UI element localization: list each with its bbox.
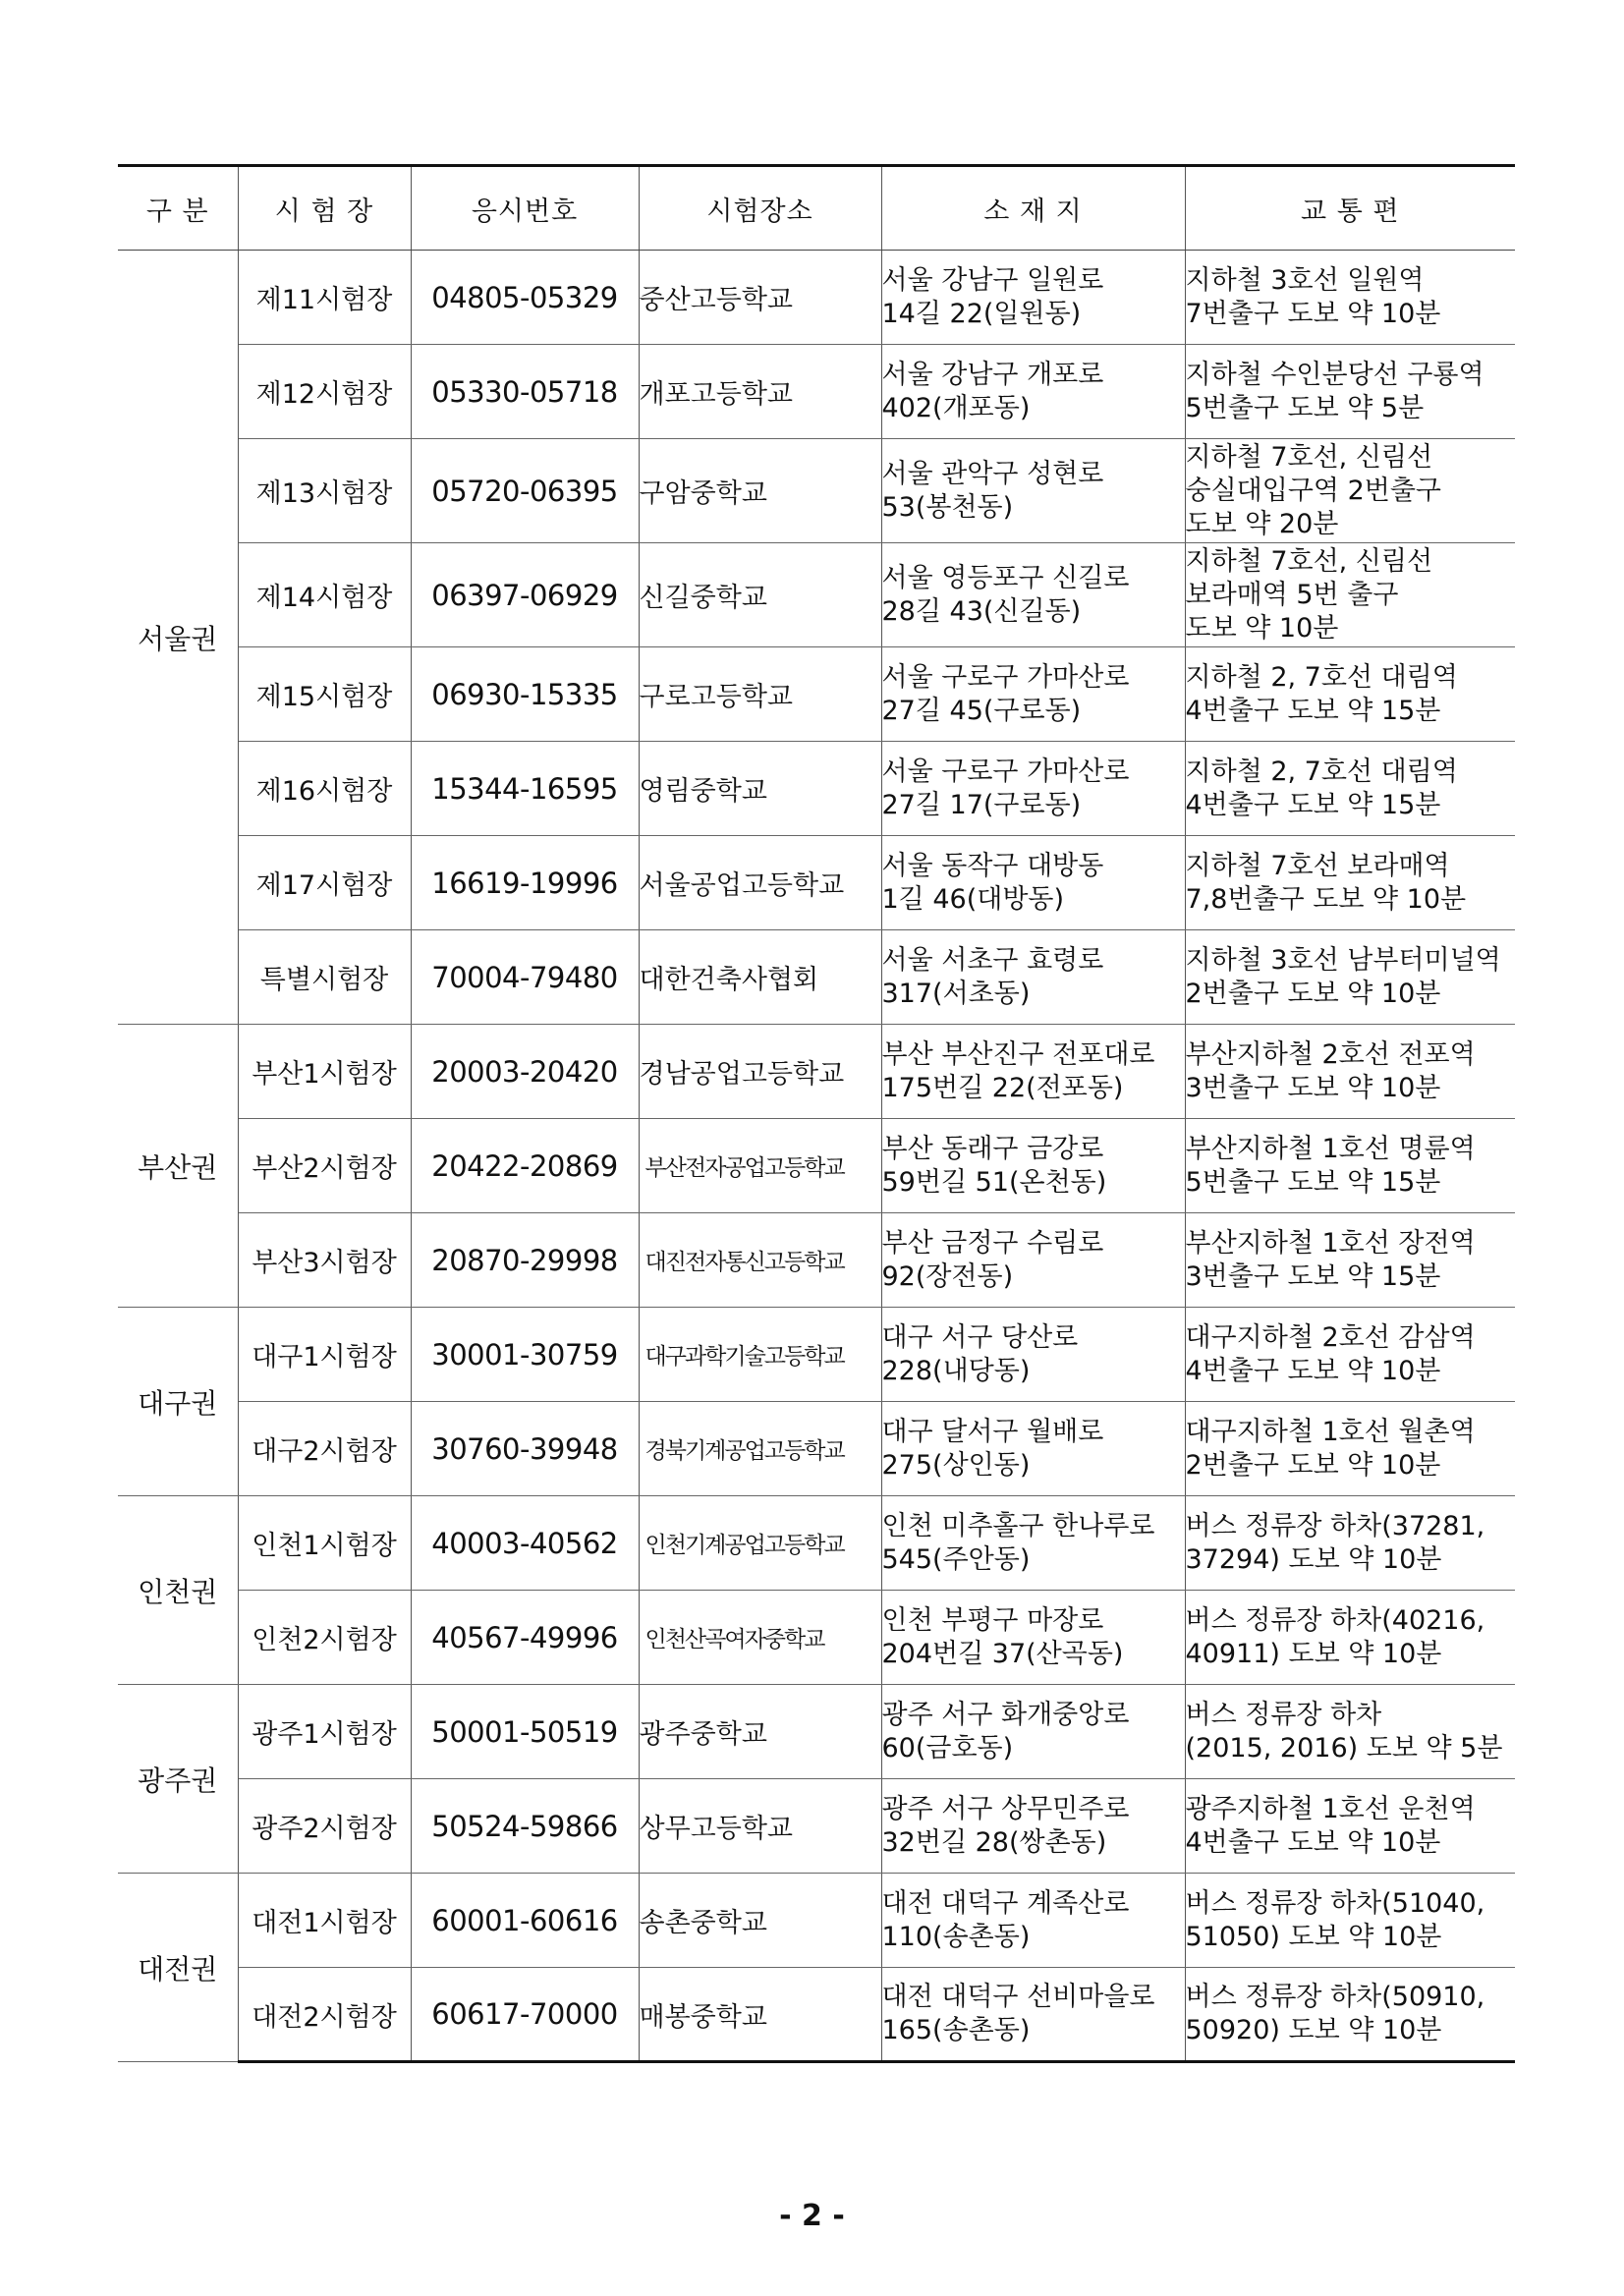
hall-cell: 부산3시험장 [238,1213,411,1308]
address-cell [881,1685,1185,1779]
address-line: 대전 대덕구 선비마을로 [881,1982,1155,2012]
transport-cell [1185,1874,1515,1968]
transport-line: 버스 정류장 하차 [1185,1699,1382,1730]
school-cell: 구로고등학교 [639,647,881,742]
address-line: 서울 동작구 대방동 [881,850,1104,881]
school-cell: 송촌중학교 [639,1874,881,1968]
table-row [118,1308,1515,1402]
table-header-row [118,166,1515,251]
school-cell: 경북기계공업고등학교 [639,1402,881,1496]
address-line: 부산 동래구 금강로 [881,1133,1104,1164]
table-row [118,1779,1515,1874]
school-cell: 중산고등학교 [639,251,881,345]
address-line: 275(상인동) [881,1449,1031,1481]
school-cell: 개포고등학교 [639,345,881,439]
header-region: 구 분 [118,166,238,251]
address-line: 27길 45(구로동) [881,695,1082,726]
school-cell: 대구과학기술고등학교 [639,1308,881,1402]
transport-line: 버스 정류장 하차(51040, [1185,1887,1485,1919]
header-hall: 시 험 장 [238,166,411,251]
address-line: 27길 17(구로동) [881,789,1082,820]
range-cell: 04805-05329 [411,251,639,345]
address-line: 204번길 37(산곡동) [881,1638,1124,1669]
table-row [118,1874,1515,1968]
address-cell [881,1779,1185,1874]
table-row [118,543,1515,647]
address-line: 인천 미추홀구 한나루로 [881,1510,1155,1541]
table-row [118,930,1515,1025]
transport-line: 지하철 3호선 남부터미널역 [1185,944,1501,976]
hall-cell: 인천1시험장 [238,1496,411,1591]
range-cell: 40003-40562 [411,1496,639,1591]
transport-cell [1185,647,1515,742]
address-cell [881,1874,1185,1968]
range-cell: 20003-20420 [411,1025,639,1119]
address-line: 서울 강남구 개포로 [881,359,1104,390]
transport-cell [1185,543,1515,647]
region-cell: 대전권 [118,1874,238,2062]
hall-cell: 광주2시험장 [238,1779,411,1874]
transport-cell [1185,1685,1515,1779]
address-line: 14길 22(일원동) [881,298,1082,329]
transport-cell [1185,1119,1515,1213]
transport-cell [1185,1025,1515,1119]
address-line: 서울 구로구 가마산로 [881,756,1130,787]
table-row [118,1591,1515,1685]
table-row [118,1968,1515,2062]
address-line: 175번길 22(전포동) [881,1072,1124,1103]
transport-line: 숭실대입구역 2번출구 [1185,475,1441,506]
table-row [118,439,1515,543]
hall-cell: 제16시험장 [238,742,411,836]
address-cell [881,1213,1185,1308]
school-cell: 인천산곡여자중학교 [639,1591,881,1685]
transport-line: 버스 정류장 하차(37281, [1185,1510,1485,1541]
range-cell: 30760-39948 [411,1402,639,1496]
table-row [118,836,1515,930]
transport-line: 도보 약 10분 [1185,612,1339,644]
transport-line: 지하철 3호선 일원역 [1185,264,1425,296]
range-cell: 06930-15335 [411,647,639,742]
range-cell: 50001-50519 [411,1685,639,1779]
school-cell: 신길중학교 [639,543,881,647]
address-cell [881,543,1185,647]
page-number: - 2 - [779,2199,845,2233]
hall-cell: 대구2시험장 [238,1402,411,1496]
table-row [118,742,1515,836]
hall-cell: 대구1시험장 [238,1308,411,1402]
range-cell: 05720-06395 [411,439,639,543]
hall-cell: 부산1시험장 [238,1025,411,1119]
address-cell [881,439,1185,543]
address-cell [881,836,1185,930]
transport-line: 부산지하철 1호선 장전역 [1185,1227,1476,1259]
region-cell: 광주권 [118,1685,238,1874]
address-line: 대구 서구 당산로 [881,1321,1079,1353]
transport-cell [1185,930,1515,1025]
transport-line: 40911) 도보 약 10분 [1185,1638,1442,1669]
transport-cell [1185,1496,1515,1591]
address-line: 228(내당동) [881,1355,1031,1386]
transport-line: 37294) 도보 약 10분 [1185,1543,1442,1575]
region-cell: 대구권 [118,1308,238,1496]
range-cell: 50524-59866 [411,1779,639,1874]
address-line: 서울 서초구 효령로 [881,944,1104,976]
address-cell [881,1119,1185,1213]
school-cell: 서울공업고등학교 [639,836,881,930]
transport-cell [1185,836,1515,930]
transport-line: 51050) 도보 약 10분 [1185,1921,1442,1952]
transport-cell [1185,1591,1515,1685]
address-cell [881,1308,1185,1402]
hall-cell: 특별시험장 [238,930,411,1025]
address-line: 대전 대덕구 계족산로 [881,1887,1130,1919]
table-row [118,345,1515,439]
address-cell [881,930,1185,1025]
address-cell [881,647,1185,742]
transport-line: 7번출구 도보 약 10분 [1185,298,1441,329]
transport-line: 2번출구 도보 약 10분 [1185,1449,1441,1481]
school-cell: 대한건축사협회 [639,930,881,1025]
school-cell: 영림중학교 [639,742,881,836]
transport-cell [1185,1968,1515,2062]
transport-line: 3번출구 도보 약 15분 [1185,1260,1441,1292]
address-cell [881,345,1185,439]
transport-line: 5번출구 도보 약 15분 [1185,1166,1441,1198]
address-line: 1길 46(대방동) [881,883,1065,915]
transport-line: 부산지하철 2호선 전포역 [1185,1038,1476,1070]
school-cell: 광주중학교 [639,1685,881,1779]
table-row [118,1402,1515,1496]
transport-line: 4번출구 도보 약 10분 [1185,1826,1441,1858]
header-transport: 교 통 편 [1185,166,1515,251]
range-cell: 60001-60616 [411,1874,639,1968]
transport-cell [1185,1402,1515,1496]
hall-cell: 제14시험장 [238,543,411,647]
address-line: 92(장전동) [881,1260,1014,1292]
transport-line: 4번출구 도보 약 15분 [1185,695,1441,726]
range-cell: 20422-20869 [411,1119,639,1213]
hall-cell: 제12시험장 [238,345,411,439]
table-row [118,1685,1515,1779]
transport-line: 지하철 7호선 보라매역 [1185,850,1450,881]
address-line: 110(송촌동) [881,1921,1031,1952]
transport-line: 보라매역 5번 출구 [1185,579,1399,610]
address-cell [881,1968,1185,2062]
range-cell: 20870-29998 [411,1213,639,1308]
transport-line: 지하철 7호선, 신림선 [1185,441,1433,473]
address-line: 317(서초동) [881,978,1031,1009]
transport-line: 지하철 2, 7호선 대림역 [1185,661,1458,693]
transport-cell [1185,345,1515,439]
address-line: 서울 관악구 성현로 [881,458,1104,489]
range-cell: 60617-70000 [411,1968,639,2062]
address-cell [881,1402,1185,1496]
transport-line: 50920) 도보 약 10분 [1185,2015,1442,2045]
address-line: 60(금호동) [881,1732,1014,1764]
transport-line: 지하철 2, 7호선 대림역 [1185,756,1458,787]
transport-line: 버스 정류장 하차(40216, [1185,1604,1485,1636]
table-row [118,251,1515,345]
address-line: 서울 구로구 가마산로 [881,661,1130,693]
range-cell: 70004-79480 [411,930,639,1025]
table-row [118,647,1515,742]
range-cell: 30001-30759 [411,1308,639,1402]
address-line: 인천 부평구 마장로 [881,1604,1104,1636]
range-cell: 05330-05718 [411,345,639,439]
address-line: 59번길 51(온천동) [881,1166,1107,1198]
school-cell: 매봉중학교 [639,1968,881,2062]
hall-cell: 제13시험장 [238,439,411,543]
address-line: 545(주안동) [881,1543,1031,1575]
range-cell: 40567-49996 [411,1591,639,1685]
table-row [118,1213,1515,1308]
transport-line: 4번출구 도보 약 10분 [1185,1355,1441,1386]
school-cell: 인천기계공업고등학교 [639,1496,881,1591]
range-cell: 15344-16595 [411,742,639,836]
transport-cell [1185,439,1515,543]
school-cell: 부산전자공업고등학교 [639,1119,881,1213]
table-body [118,251,1515,2062]
school-cell: 대진전자통신고등학교 [639,1213,881,1308]
transport-line: 지하철 수인분당선 구룡역 [1185,359,1484,390]
address-cell [881,1591,1185,1685]
header-range: 응시번호 [411,166,639,251]
address-line: 광주 서구 화개중앙로 [881,1699,1130,1730]
address-line: 서울 강남구 일원로 [881,264,1104,296]
address-line: 부산 금정구 수림로 [881,1227,1104,1259]
region-cell: 인천권 [118,1496,238,1685]
hall-cell: 인천2시험장 [238,1591,411,1685]
address-line: 부산 부산진구 전포대로 [881,1038,1155,1070]
transport-cell [1185,251,1515,345]
address-line: 165(송촌동) [881,2015,1031,2045]
hall-cell: 대전1시험장 [238,1874,411,1968]
address-line: 서울 영등포구 신길로 [881,562,1130,593]
region-cell: 서울권 [118,251,238,1025]
header-address: 소 재 지 [881,166,1185,251]
region-cell: 부산권 [118,1025,238,1308]
address-line: 53(봉천동) [881,491,1014,523]
address-line: 28길 43(신길동) [881,595,1082,627]
transport-line: 5번출구 도보 약 5분 [1185,392,1425,423]
address-cell [881,1025,1185,1119]
transport-line: 7,8번출구 도보 약 10분 [1185,883,1467,915]
transport-line: 부산지하철 1호선 명륜역 [1185,1133,1476,1164]
range-cell: 06397-06929 [411,543,639,647]
address-line: 광주 서구 상무민주로 [881,1793,1130,1824]
table-row [118,1496,1515,1591]
transport-line: 대구지하철 1호선 월촌역 [1185,1416,1476,1447]
transport-line: 버스 정류장 하차(50910, [1185,1982,1485,2012]
hall-cell: 광주1시험장 [238,1685,411,1779]
school-cell: 경남공업고등학교 [639,1025,881,1119]
header-school: 시험장소 [639,166,881,251]
address-cell [881,251,1185,345]
exam-venue-table [118,164,1515,2063]
transport-line: 광주지하철 1호선 운천역 [1185,1793,1476,1824]
transport-cell [1185,742,1515,836]
hall-cell: 제17시험장 [238,836,411,930]
transport-cell [1185,1779,1515,1874]
transport-line: 4번출구 도보 약 15분 [1185,789,1441,820]
school-cell: 상무고등학교 [639,1779,881,1874]
address-line: 대구 달서구 월배로 [881,1416,1104,1447]
table-row [118,1025,1515,1119]
transport-line: (2015, 2016) 도보 약 5분 [1185,1732,1503,1764]
school-cell: 구암중학교 [639,439,881,543]
address-line: 32번길 28(쌍촌동) [881,1826,1107,1858]
hall-cell: 제11시험장 [238,251,411,345]
hall-cell: 부산2시험장 [238,1119,411,1213]
transport-cell [1185,1308,1515,1402]
table-row [118,1119,1515,1213]
transport-line: 도보 약 20분 [1185,508,1339,539]
transport-line: 3번출구 도보 약 10분 [1185,1072,1441,1103]
transport-cell [1185,1213,1515,1308]
address-cell [881,742,1185,836]
hall-cell: 대전2시험장 [238,1968,411,2062]
transport-line: 2번출구 도보 약 10분 [1185,978,1441,1009]
range-cell: 16619-19996 [411,836,639,930]
hall-cell: 제15시험장 [238,647,411,742]
address-cell [881,1496,1185,1591]
address-line: 402(개포동) [881,392,1031,423]
transport-line: 대구지하철 2호선 감삼역 [1185,1321,1476,1353]
transport-line: 지하철 7호선, 신림선 [1185,545,1433,577]
